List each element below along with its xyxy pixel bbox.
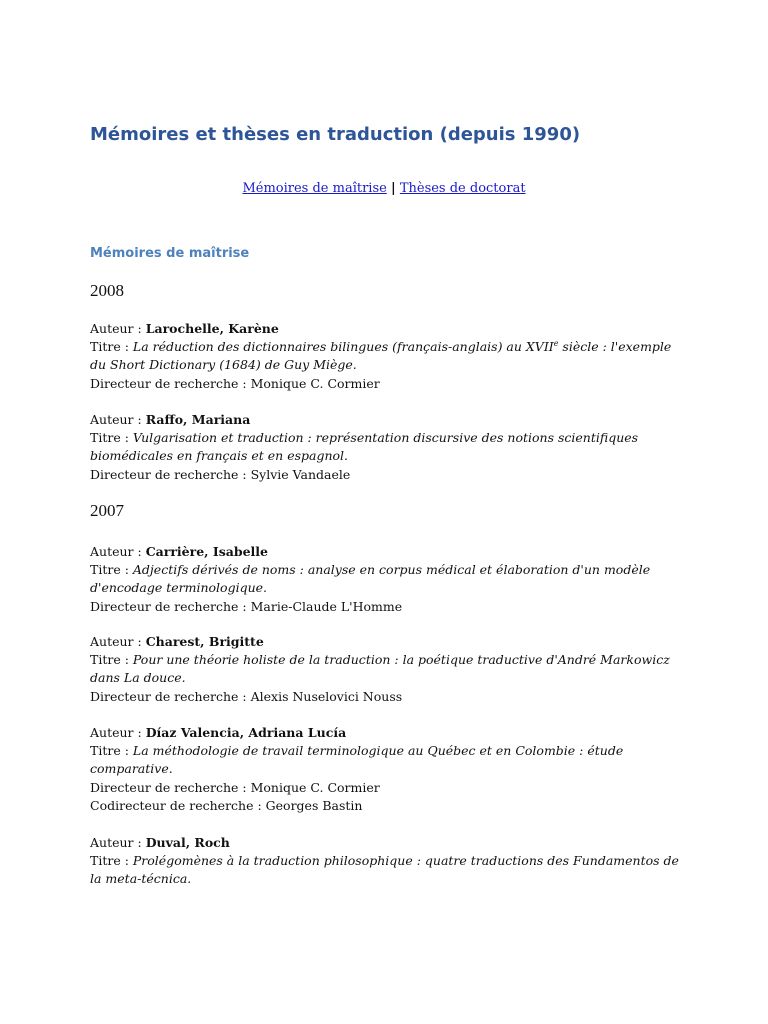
codirector-name: Georges Bastin xyxy=(265,797,363,813)
title-line xyxy=(90,338,690,374)
title-line xyxy=(90,561,690,597)
nav-separator: | xyxy=(390,181,396,196)
director-line xyxy=(90,466,690,484)
author-line xyxy=(90,543,690,561)
director-label: Directeur de recherche : xyxy=(90,466,251,482)
director-label: Directeur de recherche : xyxy=(90,779,251,795)
director-line xyxy=(90,375,690,393)
author-name: Carrière, Isabelle xyxy=(145,544,268,559)
director-name: Monique C. Cormier xyxy=(250,779,380,795)
year-heading-2007: 2007 xyxy=(90,501,124,520)
director-name: Sylvie Vandaele xyxy=(250,466,351,482)
author-label: Auteur : xyxy=(90,412,146,427)
thesis-title-part: siècle : l'exemple du Short Dictionary (1684) de Guy Miège. xyxy=(90,339,672,373)
author-label: Auteur : xyxy=(90,835,146,850)
century-superscript: e xyxy=(553,339,559,349)
title-label: Titre : xyxy=(90,430,133,446)
section-nav xyxy=(0,181,768,196)
author-line xyxy=(90,834,690,852)
thesis-title: Pour une théorie holiste de la traduction : la poétique traductive d'André Markowicz dans La douce. xyxy=(90,652,670,686)
author-label: Auteur : xyxy=(90,544,146,559)
nav-link-memoires[interactable]: Mémoires de maîtrise xyxy=(242,181,387,196)
director-label: Directeur de recherche : xyxy=(90,375,251,391)
thesis-title: Prolégomènes à la traduction philosophique : quatre traductions des Fundamentos de la meta-técnica. xyxy=(90,853,679,887)
director-label: Directeur de recherche : xyxy=(90,688,251,704)
title-label: Titre : xyxy=(90,652,133,668)
author-line xyxy=(90,724,690,742)
thesis-entry xyxy=(90,543,690,616)
thesis-entry xyxy=(90,834,690,889)
author-line xyxy=(90,320,690,338)
nav-link-theses[interactable]: Thèses de doctorat xyxy=(399,181,526,196)
title-label: Titre : xyxy=(90,562,133,578)
thesis-title-part: La réduction des dictionnaires bilingues (français-anglais) au XVII xyxy=(132,339,554,355)
title-label: Titre : xyxy=(90,743,133,759)
author-label: Auteur : xyxy=(90,634,146,649)
thesis-title: Adjectifs dérivés de noms : analyse en corpus médical et élaboration d'un modèle d'encodage terminologique. xyxy=(90,562,651,596)
title-line xyxy=(90,429,690,465)
title-label: Titre : xyxy=(90,853,133,869)
section-heading: Mémoires de maîtrise xyxy=(90,246,250,261)
author-name: Raffo, Mariana xyxy=(145,412,251,427)
director-name: Alexis Nuselovici Nouss xyxy=(250,688,403,704)
author-name: Larochelle, Karène xyxy=(145,321,279,336)
author-line xyxy=(90,411,690,429)
thesis-entry xyxy=(90,633,690,706)
thesis-title xyxy=(90,339,671,372)
director-label: Directeur de recherche : xyxy=(90,598,251,614)
year-heading-2008: 2008 xyxy=(90,281,124,300)
title-line xyxy=(90,742,690,778)
thesis-title: Vulgarisation et traduction : représentation discursive des notions scientifiques biomédicales en français et en espagnol. xyxy=(90,430,639,464)
codirector-line xyxy=(90,797,690,815)
thesis-title: La méthodologie de travail terminologique au Québec et en Colombie : étude comparative. xyxy=(90,743,624,777)
codirector-label: Codirecteur de recherche : xyxy=(90,797,266,813)
thesis-entry xyxy=(90,320,690,393)
author-line xyxy=(90,633,690,651)
author-name: Díaz Valencia, Adriana Lucía xyxy=(145,725,347,740)
author-name: Charest, Brigitte xyxy=(145,634,264,649)
director-line xyxy=(90,598,690,616)
title-line xyxy=(90,852,690,888)
thesis-entry xyxy=(90,724,690,815)
author-label: Auteur : xyxy=(90,321,146,336)
director-line xyxy=(90,688,690,706)
director-line xyxy=(90,779,690,797)
title-label: Titre : xyxy=(90,339,133,355)
page-title: Mémoires et thèses en traduction (depuis 1990) xyxy=(90,124,581,145)
title-line xyxy=(90,651,690,687)
author-label: Auteur : xyxy=(90,725,146,740)
director-name: Monique C. Cormier xyxy=(250,375,380,391)
director-name: Marie-Claude L'Homme xyxy=(250,598,403,614)
author-name: Duval, Roch xyxy=(145,835,230,850)
thesis-entry xyxy=(90,411,690,484)
